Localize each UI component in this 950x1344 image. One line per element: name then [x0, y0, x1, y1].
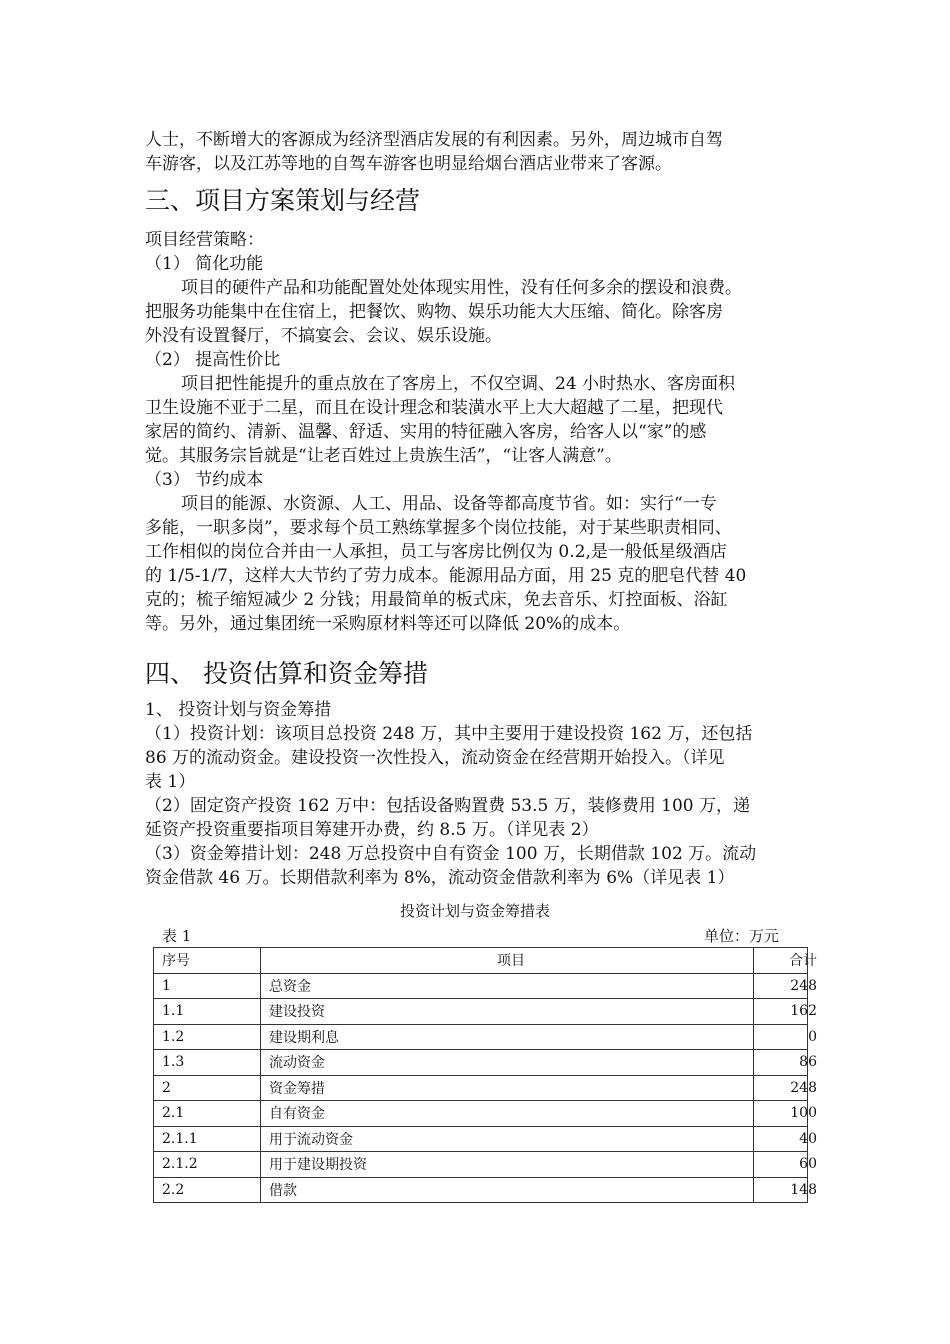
row-item: 建设期利息 [261, 1024, 754, 1050]
table-unit: 单位：万元 [704, 927, 780, 945]
row-item: 用于流动资金 [261, 1126, 754, 1152]
item-label: （3） 节约成本 [145, 470, 264, 490]
table-row [154, 999, 808, 1025]
row-total-value: 60 [799, 1156, 817, 1173]
text-line: 车游客，以及江苏等地的自驾车游客也明显给烟台酒店业带来了客源。 [145, 154, 672, 174]
table-row [154, 1050, 808, 1076]
text-line: 把服务功能集中在住宿上，把餐饮、购物、娱乐功能大大压缩、简化。除客房 [145, 302, 723, 322]
row-item: 建设投资 [261, 999, 754, 1025]
table-row [154, 1152, 808, 1178]
row-item: 自有资金 [261, 1101, 754, 1127]
table-row [154, 1075, 808, 1101]
row-item: 借款 [261, 1177, 754, 1203]
row-item: 用于建设期投资 [261, 1152, 754, 1178]
section-3-heading-wrap [145, 185, 825, 217]
row-index: 1 [154, 973, 261, 999]
text-line: 工作相似的岗位合并由一人承担，员工与客房比例仅为 0.2,是一般低星级酒店 [145, 542, 727, 562]
header-item: 项目 [261, 948, 754, 974]
subsection-heading: 1、 投资计划与资金筹措 [145, 700, 332, 720]
row-total [754, 999, 817, 1025]
row-total-value: 162 [790, 1003, 817, 1020]
text-line: 项目的硬件产品和功能配置处处体现实用性，没有任何多余的摆设和浪费。 [181, 278, 742, 298]
text-line: 项目的能源、水资源、人工、用品、设备等都高度节省。如：实行“一专 [181, 494, 717, 514]
row-index: 1.3 [154, 1050, 261, 1076]
text-line: 资金借款 46 万。长期借款利率为 8%，流动资金借款利率为 6%（详见表 1） [145, 868, 735, 888]
row-total-value: 0 [808, 1028, 817, 1045]
row-total [754, 1050, 817, 1076]
row-index: 2.1 [154, 1101, 261, 1127]
item-label: （2） 提高性价比 [145, 350, 281, 370]
section-4-body [145, 698, 825, 890]
text-line: 家居的简约、清新、温馨、舒适、实用的特征融入客房，给客人以“家”的感 [145, 422, 707, 442]
row-total-value: 100 [790, 1105, 817, 1122]
text-line: 外没有设置餐厅，不搞宴会、会议、娱乐设施。 [145, 326, 502, 346]
section-4-heading-wrap [145, 658, 825, 690]
row-index: 2.1.2 [154, 1152, 261, 1178]
row-total-value: 248 [790, 977, 817, 994]
text-line: 卫生设施不亚于二星，而且在设计理念和装潢水平上大大超越了二星，把现代 [145, 398, 723, 418]
table-row [154, 1101, 808, 1127]
row-item: 资金筹措 [261, 1075, 754, 1101]
table-row [154, 1177, 808, 1203]
row-total [754, 1177, 817, 1203]
header-total [754, 948, 817, 974]
row-index: 1.2 [154, 1024, 261, 1050]
row-total [754, 973, 817, 999]
text-line: 表 1） [145, 772, 196, 792]
row-total [754, 1152, 817, 1178]
text-line: 多能，一职多岗”，要求每个员工熟练掌握多个岗位技能，对于某些职责相同、 [145, 518, 732, 538]
item-label: （1） 简化功能 [145, 254, 264, 274]
text-line: 等。另外，通过集团统一采购原材料等还可以降低 20%的成本。 [145, 614, 631, 634]
table-row [154, 1126, 808, 1152]
row-total [754, 1101, 817, 1127]
text-line: 觉。其服务宗旨就是“让老百姓过上贵族生活”，“让客人满意”。 [145, 446, 622, 466]
row-index: 2.2 [154, 1177, 261, 1203]
row-index: 1.1 [154, 999, 261, 1025]
table-label: 表 1 [162, 927, 192, 945]
row-item: 总资金 [261, 973, 754, 999]
row-item: 流动资金 [261, 1050, 754, 1076]
text-line: （2）固定资产投资 162 万中：包括设备购置费 53.5 万，装修费用 100 万，递 [145, 796, 750, 816]
text-line: 延资产投资重要指项目筹建开办费，约 8.5 万。（详见表 2） [145, 820, 599, 840]
row-total-value: 86 [799, 1054, 817, 1071]
row-total-value: 40 [799, 1130, 817, 1147]
section-heading: 四、 投资估算和资金筹措 [145, 659, 428, 688]
text-line: （1）投资计划：该项目总投资 248 万，其中主要用于建设投资 162 万，还包括 [145, 724, 753, 744]
row-total [754, 1126, 817, 1152]
row-total-value: 148 [790, 1181, 817, 1198]
header-index: 序号 [154, 948, 261, 974]
intro-paragraph [145, 128, 825, 176]
text-line: 86 万的流动资金。建设投资一次性投入，流动资金在经营期开始投入。（详见 [145, 748, 725, 768]
row-total [754, 1024, 817, 1050]
row-index: 2 [154, 1075, 261, 1101]
text-line: （3）资金筹措计划：248 万总投资中自有资金 100 万，长期借款 102 万。流动 [145, 844, 757, 864]
text-line: 项目把性能提升的重点放在了客房上，不仅空调、24 小时热水、客房面积 [181, 374, 736, 394]
table-row [154, 973, 808, 999]
row-total [754, 1075, 817, 1101]
table-caption: 投资计划与资金筹措表 [399, 902, 550, 920]
text-line: 的 1/5-1/7，这样大大节约了劳力成本。能源用品方面，用 25 克的肥皂代替 40 [145, 566, 747, 586]
table-header-row [154, 948, 808, 974]
row-total-value: 248 [790, 1079, 817, 1096]
section-heading: 三、项目方案策划与经营 [145, 186, 421, 215]
section-intro: 项目经营策略： [145, 230, 264, 250]
text-line: 人士，不断增大的客源成为经济型酒店发展的有利因素。另外，周边城市自驾 [145, 130, 723, 150]
row-index: 2.1.1 [154, 1126, 261, 1152]
section-3-body [145, 228, 825, 636]
investment-table [153, 947, 817, 1203]
table-row [154, 1024, 808, 1050]
text-line: 克的；梳子缩短减少 2 分钱；用最简单的板式床，免去音乐、灯控面板、浴缸 [145, 590, 728, 610]
header-total-text: 合计 [789, 953, 817, 970]
